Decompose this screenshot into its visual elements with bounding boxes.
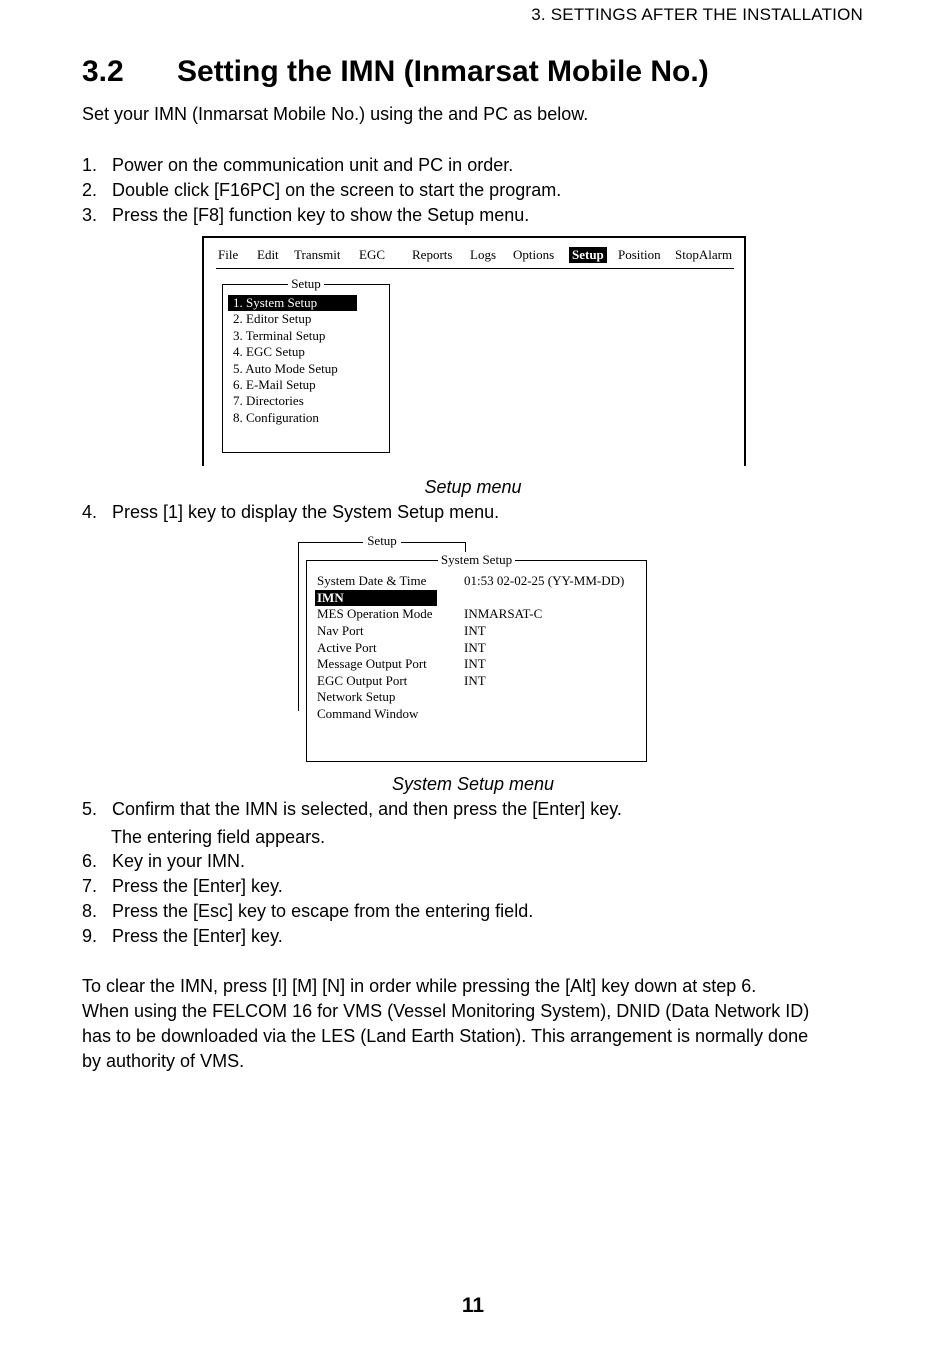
step-3	[82, 205, 529, 226]
row-message-output-port-label[interactable]: Message Output Port	[317, 656, 427, 671]
row-imn-label[interactable]: IMN	[315, 590, 437, 606]
step-text: Press the [Enter] key.	[112, 926, 283, 946]
menu-setup[interactable]: Setup	[569, 247, 607, 263]
row-system-date-time-label[interactable]: System Date & Time	[317, 573, 427, 588]
menu-bar	[216, 246, 734, 269]
setup-menu-screenshot	[202, 236, 746, 466]
step-text: Press the [F8] function key to show the Setup menu.	[112, 205, 530, 225]
note-line-2: When using the FELCOM 16 for VMS (Vessel Monitoring System), DNID (Data Network ID)	[82, 1001, 810, 1021]
page-number: 11	[461, 1294, 485, 1317]
menu-reports[interactable]: Reports	[412, 247, 453, 262]
row-egc-output-port-label[interactable]: EGC Output Port	[317, 673, 408, 688]
note-line-1: To clear the IMN, press [I] [M] [N] in order while pressing the [Alt] key down at step 6.	[82, 976, 757, 996]
intro-paragraph: Set your IMN (Inmarsat Mobile No.) using the and PC as below.	[82, 104, 589, 124]
row-system-date-time-value: 01:53 02-02-25 (YY-MM-DD)	[464, 573, 625, 588]
row-message-output-port-value: INT	[464, 656, 486, 671]
step-number: 9.	[82, 926, 98, 946]
setup-item-egc-setup[interactable]: 4. EGC Setup	[233, 344, 305, 359]
step-text: Press [1] key to display the System Setup menu.	[112, 502, 500, 522]
menu-egc[interactable]: EGC	[359, 247, 385, 262]
step-2	[82, 180, 561, 201]
row-mes-operation-mode-label[interactable]: MES Operation Mode	[317, 606, 433, 621]
step-5-note: The entering field appears.	[111, 827, 326, 847]
row-active-port-label[interactable]: Active Port	[317, 640, 377, 655]
step-5	[82, 799, 622, 820]
setup-item-auto-mode-setup[interactable]: 5. Auto Mode Setup	[233, 361, 338, 376]
step-6	[82, 851, 245, 872]
step-8	[82, 901, 533, 922]
figure-caption-setup-menu: Setup menu	[424, 477, 522, 497]
running-header: 3. SETTINGS AFTER THE INSTALLATION	[531, 5, 863, 24]
step-text: Press the [Enter] key.	[112, 876, 283, 896]
setup-box-title: Setup	[223, 276, 389, 292]
system-setup-screenshot	[296, 534, 648, 764]
setup-dropdown	[222, 276, 390, 453]
row-mes-operation-mode-value: INMARSAT-C	[464, 606, 543, 621]
step-9	[82, 926, 283, 947]
step-number: 3.	[82, 205, 98, 225]
row-network-setup-label[interactable]: Network Setup	[317, 689, 396, 704]
note-line-4: by authority of VMS.	[82, 1051, 245, 1071]
step-1	[82, 155, 513, 176]
section-title-text: Setting the IMN (Inmarsat Mobile No.)	[177, 55, 709, 88]
setup-item-terminal-setup[interactable]: 3. Terminal Setup	[233, 328, 326, 343]
setup-item-configuration[interactable]: 8. Configuration	[233, 410, 319, 425]
step-number: 4.	[82, 502, 98, 522]
step-4	[82, 502, 499, 523]
menu-options[interactable]: Options	[513, 247, 555, 262]
menu-stopalarm[interactable]: StopAlarm	[675, 247, 733, 262]
setup-item-directories[interactable]: 7. Directories	[233, 393, 304, 408]
section-title	[82, 55, 709, 89]
row-nav-port-label[interactable]: Nav Port	[317, 623, 364, 638]
setup-item-email-setup[interactable]: 6. E-Mail Setup	[233, 377, 316, 392]
setup-back-title: Setup	[296, 534, 468, 548]
menu-file[interactable]: File	[218, 247, 239, 262]
step-text: Double click [F16PC] on the screen to start the program.	[112, 180, 562, 200]
system-setup-title: System Setup	[307, 552, 646, 568]
note-line-3: has to be downloaded via the LES (Land Earth Station). This arrangement is normally done	[82, 1026, 809, 1046]
setup-item-editor-setup[interactable]: 2. Editor Setup	[233, 311, 312, 326]
step-number: 8.	[82, 901, 98, 921]
row-egc-output-port-value: INT	[464, 673, 486, 688]
row-active-port-value: INT	[464, 640, 486, 655]
row-nav-port-value: INT	[464, 623, 486, 638]
figure-caption-system-setup-menu: System Setup menu	[391, 774, 555, 794]
menu-position[interactable]: Position	[618, 247, 661, 262]
step-text: Key in your IMN.	[112, 851, 246, 871]
step-number: 2.	[82, 180, 98, 200]
step-7	[82, 876, 283, 897]
menu-logs[interactable]: Logs	[470, 247, 496, 262]
step-text: Confirm that the IMN is selected, and then press the [Enter] key.	[112, 799, 622, 819]
row-command-window-label[interactable]: Command Window	[317, 706, 419, 721]
menu-edit[interactable]: Edit	[257, 247, 279, 262]
step-number: 7.	[82, 876, 98, 896]
system-setup-window	[306, 552, 647, 762]
step-text: Press the [Esc] key to escape from the entering field.	[112, 901, 534, 921]
step-text: Power on the communication unit and PC in order.	[112, 155, 514, 175]
step-number: 5.	[82, 799, 98, 819]
step-number: 6.	[82, 851, 98, 871]
step-number: 1.	[82, 155, 98, 175]
menu-transmit[interactable]: Transmit	[294, 247, 341, 262]
section-number: 3.2	[82, 55, 124, 88]
setup-item-system-setup[interactable]: 1. System Setup	[228, 295, 357, 311]
